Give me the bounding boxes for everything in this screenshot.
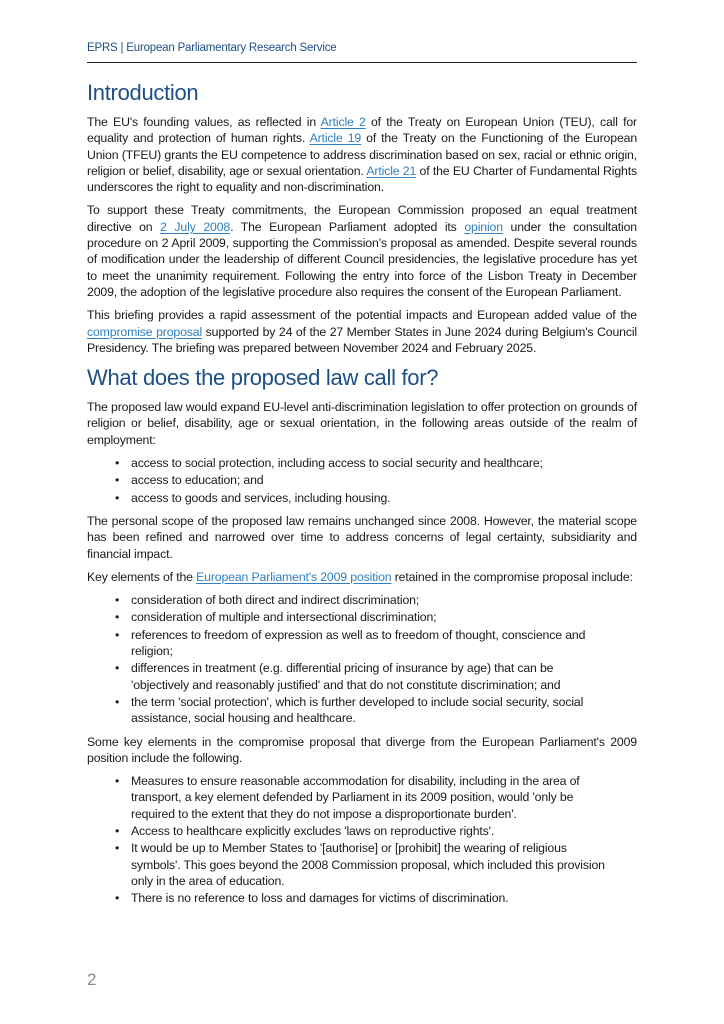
section2-paragraph-3 [87, 569, 637, 585]
text: The EU's founding values, as reflected in [87, 115, 321, 129]
text: This briefing provides a rapid assessment of the potential impacts and European added value of the [87, 308, 637, 323]
link-compromise-proposal[interactable]: compromise proposal [87, 324, 203, 339]
list-item: • differences in treatment (e.g. differential pricing of insurance by age) that can be 'objectively and reasonably justified' and that do not constitute discrimination; and [131, 660, 637, 693]
text: retained in the compromise proposal include: [391, 569, 633, 584]
section2-paragraph-2: The personal scope of the proposed law remains unchanged since 2008. However, the material scope has been refined and narrowed over time to address concerns of legal certainty, subsidiarity and financial impact. [87, 513, 637, 561]
link-opinion[interactable]: opinion [464, 219, 503, 234]
section2-paragraph-1: The proposed law would expand EU-level anti-discrimination legislation to offer protection on grounds of religion or belief, disability, age or sexual orientation, in the following areas outside of the realm of employment: [87, 400, 637, 447]
list-item: • Access to healthcare explicitly excludes 'laws on reproductive rights'. [131, 823, 637, 839]
text: of the Treaty on the Functioning of the European Union (TFEU) grants the EU competence to address discrimination based on sex, racial or ethnic origin, religion or belief, disability, age or sexual orientation. [87, 131, 638, 178]
list-item: • consideration of both direct and indirect discrimination; [131, 592, 637, 608]
list-item: • consideration of multiple and intersectional discrimination; [131, 609, 637, 625]
page-number: 2 [87, 970, 97, 989]
retained-elements-list [87, 592, 637, 726]
intro-paragraph-3 [87, 307, 637, 356]
list-item: • references to freedom of expression as well as to freedom of thought, conscience and religion; [131, 627, 637, 660]
areas-list [87, 455, 637, 506]
list-item: • access to social protection, including access to social security and healthcare; [131, 455, 637, 471]
text: under the consultation procedure on 2 April 2009, supporting the Commission's proposal as amended. Despite several rounds of modification under the leadership of different Council presidencies, the legislative procedure has yet to meet the unanimity requirement. Following the entry into force of the Lisbon Treaty in December 2009, the adoption of the legislative procedure also requires the consent of the European Parliament. [87, 219, 637, 299]
link-2-july-2008[interactable]: 2 July 2008 [160, 219, 231, 234]
heading-introduction: Introduction [87, 80, 199, 105]
link-article-21[interactable]: Article 21 [366, 163, 417, 178]
text: of the Treaty on European Union (TEU), call for equality and protection of human rights. [87, 115, 637, 146]
list-item: • access to education; and [131, 472, 637, 488]
heading-proposed-law: What does the proposed law call for? [87, 365, 439, 391]
text: Key elements of the [87, 569, 197, 584]
diverging-elements-list [87, 773, 637, 906]
intro-paragraph-1 [87, 114, 637, 195]
intro-paragraph-2 [87, 202, 637, 300]
text: . The European Parliament adopted its [230, 219, 465, 234]
header-rule [87, 62, 637, 63]
list-item: • access to goods and services, including housing. [131, 490, 637, 506]
list-item: • Measures to ensure reasonable accommodation for disability, including in the area of transport, a key element defended by Parliament in its 2009 position, would 'only be required to the extent that they do not impose a disproportionate burden'. [131, 773, 637, 822]
link-article-2[interactable]: Article 2 [320, 115, 366, 129]
text: of the EU Charter of Fundamental Rights underscores the right to equality and non-discrimination. [87, 163, 637, 195]
text: To support these Treaty commitments, the European Commission proposed an equal treatment directive on [87, 203, 637, 234]
list-item: • the term 'social protection', which is further developed to include social security, social assistance, social housing and healthcare. [131, 694, 637, 727]
list-item: • It would be up to Member States to '[authorise] or [prohibit] the wearing of religious symbols'. This goes beyond the 2008 Commission proposal, which included this provision only in the area of education. [131, 840, 637, 889]
page-content [87, 78, 637, 913]
link-article-19[interactable]: Article 19 [309, 131, 362, 146]
running-header: EPRS | European Parliamentary Research Service [87, 42, 337, 54]
section2-paragraph-4: Some key elements in the compromise proposal that diverge from the European Parliament's 2009 position include the following. [87, 734, 637, 765]
text: supported by 24 of the 27 Member States in June 2024 during Belgium's Council Presidency. The briefing was prepared between November 2024 and February 2025. [87, 324, 637, 355]
list-item: • There is no reference to loss and damages for victims of discrimination. [131, 890, 637, 906]
link-ep-2009-position[interactable]: European Parliament's 2009 position [196, 569, 392, 584]
